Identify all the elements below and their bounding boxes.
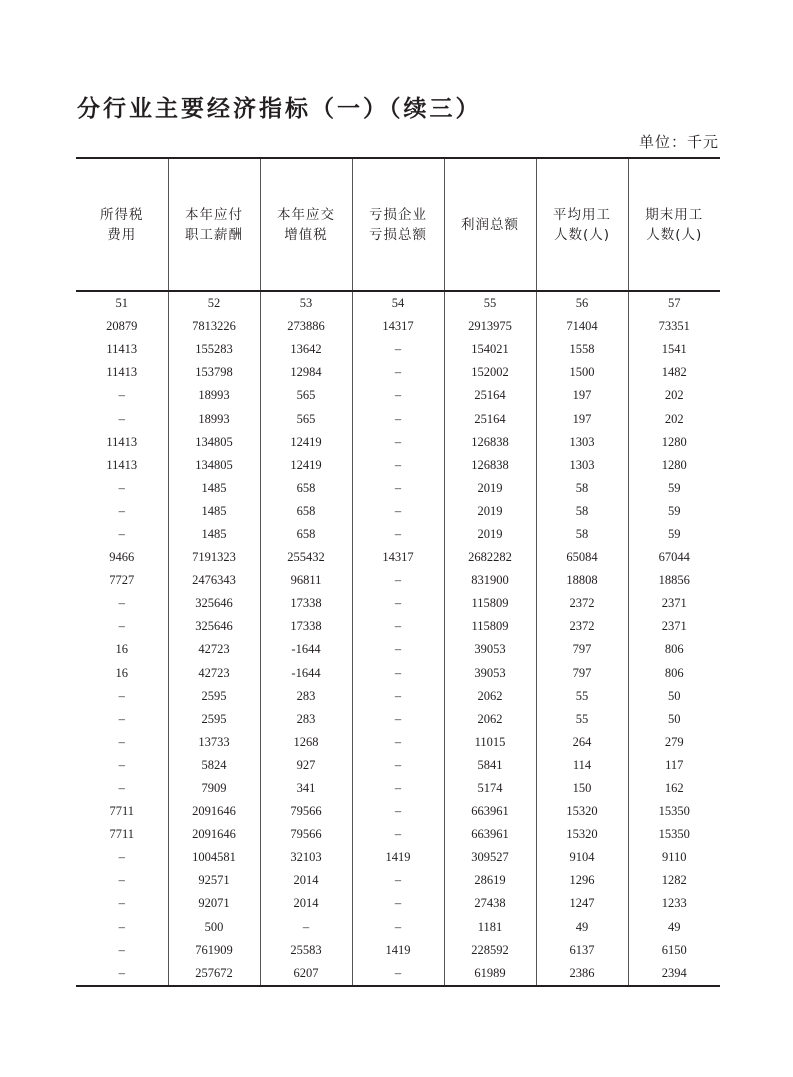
table-cell: 761909 [168,939,260,962]
table-row [76,407,720,430]
table-cell: – [352,615,444,638]
table-cell: 279 [628,731,720,754]
table-cell: – [352,407,444,430]
table-cell: 2386 [536,962,628,986]
table-cell: 565 [260,407,352,430]
table-cell: 25583 [260,939,352,962]
table-cell: 11015 [444,731,536,754]
table-cell: 264 [536,731,628,754]
table-cell: 565 [260,384,352,407]
table-cell: 2019 [444,523,536,546]
table-cell: 2682282 [444,546,536,569]
table-cell: 228592 [444,939,536,962]
table-cell: 12419 [260,454,352,477]
table-cell: 55 [536,708,628,731]
table-cell: 5174 [444,777,536,800]
table-cell: 18808 [536,569,628,592]
table-cell: 1541 [628,338,720,361]
table-cell: 797 [536,662,628,685]
table-row [76,731,720,754]
table-cell: 7813226 [168,315,260,338]
table-cell: 658 [260,477,352,500]
table-cell: 1282 [628,869,720,892]
table-row [76,523,720,546]
table-cell: 273886 [260,315,352,338]
table-cell: 18993 [168,407,260,430]
table-cell: 152002 [444,361,536,384]
table-cell: 341 [260,777,352,800]
table-row [76,916,720,939]
table-cell: 663961 [444,823,536,846]
table-cell: – [352,962,444,986]
table-cell: 11413 [106,457,138,472]
table-cell: 325646 [168,615,260,638]
table-cell: – [352,916,444,939]
table-cell: 50 [628,685,720,708]
table-cell: 2091646 [168,823,260,846]
table-cell: 806 [628,638,720,661]
column-header-line: 期末用工 [645,206,704,223]
table-row [76,800,720,823]
table-cell: – [118,411,125,426]
table-cell: – [118,850,125,865]
table-cell: 2371 [628,615,720,638]
table-cell: 6150 [628,939,720,962]
table-cell: 283 [260,708,352,731]
table-cell: 255432 [260,546,352,569]
table-cell: – [118,781,125,796]
column-header-line: 平均用工 [553,206,611,223]
table-row [76,823,720,846]
column-header [76,158,168,291]
table-row [76,708,720,731]
table-cell: 7711 [109,827,135,842]
table-cell: – [352,685,444,708]
table-cell: 9104 [536,846,628,869]
indicators-table [76,157,720,987]
table-cell: 14317 [352,546,444,569]
column-header [260,158,352,291]
column-header-line: 本年应付 [185,206,243,223]
column-header-line: 利润总额 [461,216,519,233]
table-cell: 12984 [260,361,352,384]
table-cell: 2062 [444,708,536,731]
table-cell: 51 [115,296,128,311]
column-header-line: 费用 [107,226,137,243]
column-header-line: 人数(人) [646,226,703,243]
table-cell: 17338 [260,592,352,615]
table-cell: 27438 [444,892,536,915]
table-cell: 155283 [168,338,260,361]
table-cell: 9110 [628,846,720,869]
table-row [76,454,720,477]
table-cell: 117 [628,754,720,777]
table-cell: 25164 [444,384,536,407]
table-cell: – [118,596,125,611]
table-row [76,846,720,869]
table-cell: 16 [115,665,128,680]
table-cell: 6137 [536,939,628,962]
table-cell: 18856 [628,569,720,592]
table-cell: 55 [444,291,536,315]
table-cell: – [118,711,125,726]
table-cell: 6207 [260,962,352,986]
table-cell: 79566 [260,823,352,846]
table-cell: 500 [168,916,260,939]
table-cell: 1268 [260,731,352,754]
table-cell: 797 [536,638,628,661]
table-cell: 11413 [106,342,138,357]
table-cell: 96811 [260,569,352,592]
table-cell: 2394 [628,962,720,986]
table-cell: – [118,873,125,888]
table-cell: 2371 [628,592,720,615]
table-cell: – [118,503,125,518]
table-row [76,546,720,569]
table-cell: 39053 [444,662,536,685]
table-cell: 663961 [444,800,536,823]
table-row [76,431,720,454]
table-cell: 20879 [106,319,138,334]
table-cell: 2913975 [444,315,536,338]
table-cell: 59 [628,523,720,546]
column-header-line: 增值税 [284,226,328,243]
table-cell: – [352,731,444,754]
table-cell: 25164 [444,407,536,430]
table-cell: – [352,662,444,685]
table-cell: 42723 [168,662,260,685]
table-cell: 7909 [168,777,260,800]
table-row [76,662,720,685]
table-cell: 5841 [444,754,536,777]
header-row [76,158,720,291]
column-header [352,158,444,291]
table-cell: 65084 [536,546,628,569]
table-cell: 126838 [444,431,536,454]
table-cell: 1303 [536,454,628,477]
table-cell: 7711 [109,804,135,819]
table-cell: – [118,965,125,980]
table-cell: 2019 [444,477,536,500]
table-cell: 1419 [352,846,444,869]
table-cell: – [118,919,125,934]
table-row [76,500,720,523]
table-cell: – [118,688,125,703]
table-cell: 55 [536,685,628,708]
column-header-line: 亏损企业 [369,206,427,223]
table-cell: 12419 [260,431,352,454]
table-cell: – [352,361,444,384]
table-cell: 15350 [628,823,720,846]
table-cell: 1482 [628,361,720,384]
table-cell: 11413 [106,434,138,449]
table-cell: 2595 [168,685,260,708]
table-cell: 1247 [536,892,628,915]
table-cell: 2476343 [168,569,260,592]
table-cell: -1644 [260,662,352,685]
table-cell: 14317 [352,315,444,338]
table-cell: – [352,569,444,592]
table-cell: 831900 [444,569,536,592]
table-cell: 658 [260,523,352,546]
table-row [76,962,720,986]
table-cell: 1296 [536,869,628,892]
table-row [76,754,720,777]
table-cell: 5824 [168,754,260,777]
table-cell: – [352,500,444,523]
column-header-line: 本年应交 [277,206,335,223]
table-cell: 58 [536,523,628,546]
table-cell: – [352,592,444,615]
table-cell: – [352,431,444,454]
table-cell: 257672 [168,962,260,986]
table-cell: – [118,619,125,634]
column-header [444,158,536,291]
column-header [536,158,628,291]
table-cell: 927 [260,754,352,777]
table-cell: 1280 [628,431,720,454]
table-cell: 202 [628,384,720,407]
table-cell: 114 [536,754,628,777]
table-cell: 1181 [444,916,536,939]
table-cell: 58 [536,500,628,523]
table-cell: 283 [260,685,352,708]
table-cell: 53 [260,291,352,315]
table-cell: 18993 [168,384,260,407]
table-cell: 134805 [168,431,260,454]
column-header [168,158,260,291]
table-row [76,477,720,500]
table-cell: 13642 [260,338,352,361]
table-cell: 309527 [444,846,536,869]
table-row [76,892,720,915]
table-cell: – [352,638,444,661]
table-cell: 202 [628,407,720,430]
table-cell: – [118,388,125,403]
table-cell: 58 [536,477,628,500]
table-cell: 197 [536,407,628,430]
table-cell: 59 [628,500,720,523]
table-cell: 1500 [536,361,628,384]
table-cell: 32103 [260,846,352,869]
table-row [76,869,720,892]
table-cell: – [118,480,125,495]
table-row [76,685,720,708]
table-cell: 134805 [168,454,260,477]
column-header-line: 职工薪酬 [185,226,243,243]
table-cell: – [352,777,444,800]
table-cell: – [352,384,444,407]
table-cell: 2014 [260,869,352,892]
table-cell: 2372 [536,592,628,615]
table-cell: 153798 [168,361,260,384]
table-cell: 42723 [168,638,260,661]
table-row [76,569,720,592]
table-cell: – [352,708,444,731]
table-cell: – [118,526,125,541]
table-cell: – [352,523,444,546]
table-cell: 1558 [536,338,628,361]
table-cell: 325646 [168,592,260,615]
table-cell: 1303 [536,431,628,454]
table-cell: – [118,734,125,749]
table-cell: 115809 [444,615,536,638]
table-cell: – [352,800,444,823]
table-cell: 2372 [536,615,628,638]
table-row [76,777,720,800]
table-cell: 59 [628,477,720,500]
table-cell: 2019 [444,500,536,523]
table-cell: 92071 [168,892,260,915]
table-cell: – [352,477,444,500]
table-cell: – [118,757,125,772]
table-cell: 2091646 [168,800,260,823]
table-cell: 73351 [628,315,720,338]
column-header-line: 亏损总额 [369,226,427,243]
table-cell: – [118,896,125,911]
table-row [76,384,720,407]
table-cell: – [352,823,444,846]
table-cell: 11413 [106,365,138,380]
table-cell: 154021 [444,338,536,361]
table-row [76,315,720,338]
table-cell: -1644 [260,638,352,661]
table-cell: 658 [260,500,352,523]
table-cell: 67044 [628,546,720,569]
table-cell: 806 [628,662,720,685]
table-cell: 15350 [628,800,720,823]
table-cell: – [352,892,444,915]
table-cell: 2062 [444,685,536,708]
table-cell: 28619 [444,869,536,892]
table-cell: 126838 [444,454,536,477]
table-cell: – [352,869,444,892]
table-cell: 16 [115,642,128,657]
table-row [76,361,720,384]
table-cell: 57 [628,291,720,315]
table-cell: 1280 [628,454,720,477]
table-row [76,638,720,661]
table-row [76,939,720,962]
table-cell: 50 [628,708,720,731]
table-cell: 54 [352,291,444,315]
table-cell: 15320 [536,823,628,846]
table-cell: 1485 [168,477,260,500]
table-cell: 49 [536,916,628,939]
table-cell: 150 [536,777,628,800]
table-row [76,592,720,615]
table-cell: 79566 [260,800,352,823]
column-header [628,158,720,291]
column-header-line: 所得税 [100,206,144,223]
table-cell: 1485 [168,500,260,523]
table-cell: 39053 [444,638,536,661]
table-cell: – [118,942,125,957]
table-cell: 61989 [444,962,536,986]
table-cell: 13733 [168,731,260,754]
table-cell: 17338 [260,615,352,638]
table-cell: 2595 [168,708,260,731]
table-row [76,615,720,638]
unit-label: 单位：千元 [638,133,719,151]
table-cell: 49 [628,916,720,939]
table-cell: 7727 [109,573,135,588]
table-cell: 197 [536,384,628,407]
table-cell: 115809 [444,592,536,615]
table-cell: 1485 [168,523,260,546]
table-cell: 15320 [536,800,628,823]
table-cell: 7191323 [168,546,260,569]
table-cell: 1233 [628,892,720,915]
table-cell: 92571 [168,869,260,892]
table-cell: 2014 [260,892,352,915]
table-cell: 71404 [536,315,628,338]
table-cell: 52 [168,291,260,315]
table-cell: – [260,916,352,939]
page-title: 分行业主要经济指标（一）（续三） [77,96,482,122]
column-header-line: 人数(人) [553,226,611,243]
table-cell: – [352,338,444,361]
table-row [76,338,720,361]
table-cell: 162 [628,777,720,800]
table-cell: 1004581 [168,846,260,869]
table-cell: 56 [536,291,628,315]
table-row [76,291,720,315]
table-cell: – [352,454,444,477]
table-cell: – [352,754,444,777]
table-cell: 1419 [352,939,444,962]
table-cell: 9466 [109,550,135,565]
